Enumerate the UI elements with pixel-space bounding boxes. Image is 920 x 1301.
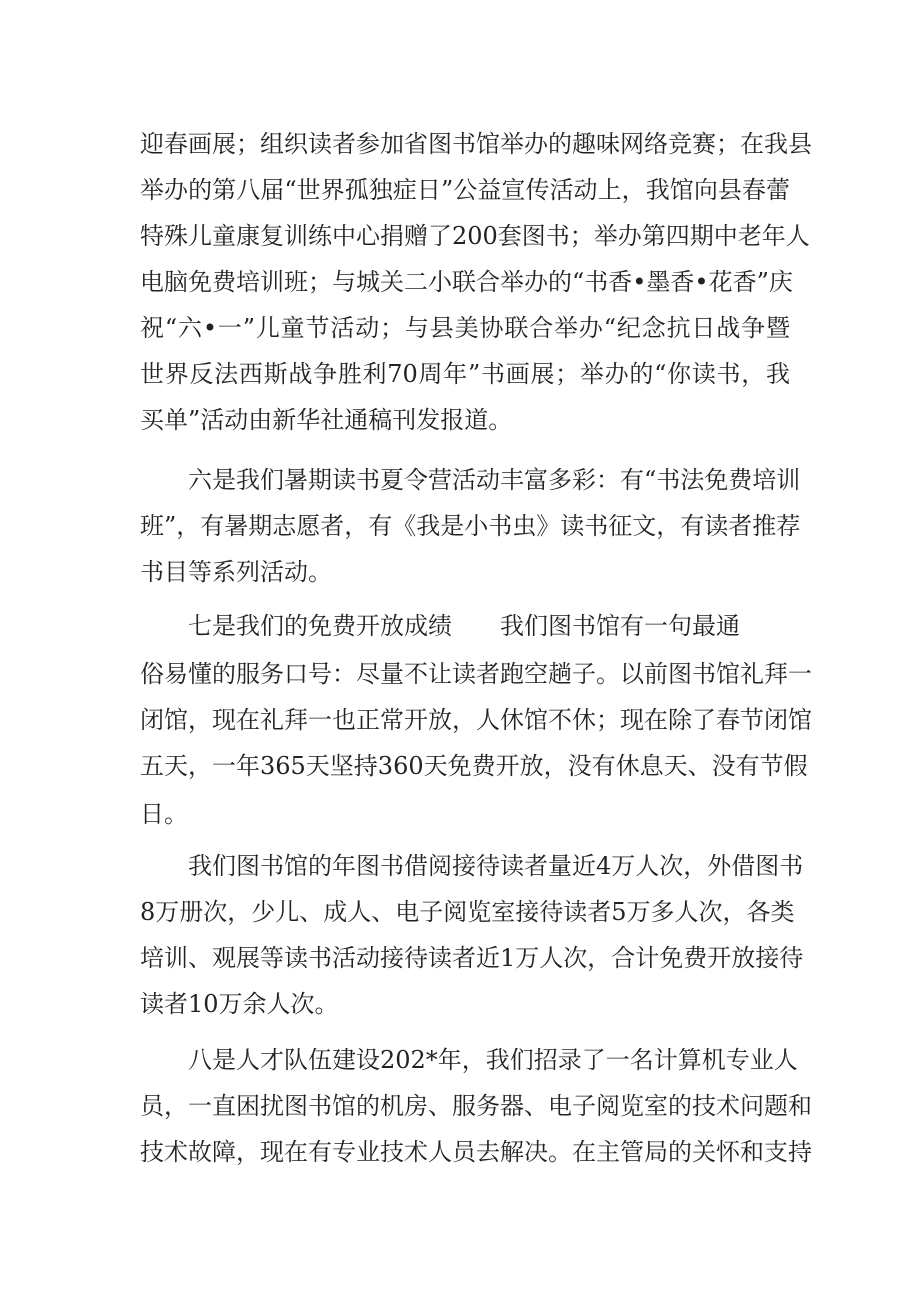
paragraph-line: 八是人才队伍建设202*年，我们招录了一名计算机专业人 [188, 1046, 798, 1074]
paragraph-line: 员，一直困扰图书馆的机房、服务器、电子阅览室的技术问题和 [140, 1092, 812, 1120]
paragraph-line: 读者10万余人次。 [140, 990, 339, 1018]
paragraph-line: 日。 [140, 800, 188, 828]
paragraph-line: 举办的第八届“世界孤独症日”公益宣传活动上，我馆向县春蕾 [140, 176, 790, 204]
paragraph-line: 买单”活动由新华社通稿刊发报道。 [140, 406, 513, 434]
paragraph-line: 祝“六•一”儿童节活动；与县美协联合举办“纪念抗日战争暨 [140, 314, 790, 342]
paragraph-line: 班”，有暑期志愿者，有《我是小书虫》读书征文，有读者推荐 [140, 512, 801, 540]
paragraph-line: 技术故障，现在有专业技术人员去解决。在主管局的关怀和支持 [140, 1138, 812, 1166]
paragraph-line: 世界反法西斯战争胜利70周年”书画展；举办的“你读书，我 [140, 360, 790, 388]
paragraph-line: 电脑免费培训班；与城关二小联合举办的“书香•墨香•花香”庆 [140, 268, 793, 296]
paragraph-line: 书目等系列活动。 [140, 558, 332, 586]
paragraph-line: 特殊儿童康复训练中心捐赠了200套图书；举办第四期中老年人 [140, 222, 810, 250]
paragraph-heading-right: 我们图书馆有一句最通 [500, 612, 740, 640]
paragraph-heading-left: 七是我们的免费开放成绩 [188, 612, 452, 640]
paragraph-line: 闭馆，现在礼拜一也正常开放，人休馆不休；现在除了春节闭馆 [140, 706, 812, 734]
paragraph-line: 迎春画展；组织读者参加省图书馆举办的趣味网络竞赛；在我县 [140, 130, 812, 158]
paragraph-line: 8万册次，少儿、成人、电子阅览室接待读者5万多人次，各类 [140, 898, 795, 926]
paragraph-line: 培训、观展等读书活动接待读者近1万人次，合计免费开放接待 [140, 944, 804, 972]
paragraph-line: 六是我们暑期读书夏令营活动丰富多彩：有“书法免费培训 [188, 466, 801, 494]
paragraph-line: 俗易懂的服务口号：尽量不让读者跑空趟子。以前图书馆礼拜一 [140, 660, 812, 688]
paragraph-line: 五天，一年365天坚持360天免费开放，没有休息天、没有节假 [140, 752, 808, 780]
paragraph-line: 我们图书馆的年图书借阅接待读者量近4万人次，外借图书 [188, 852, 804, 880]
